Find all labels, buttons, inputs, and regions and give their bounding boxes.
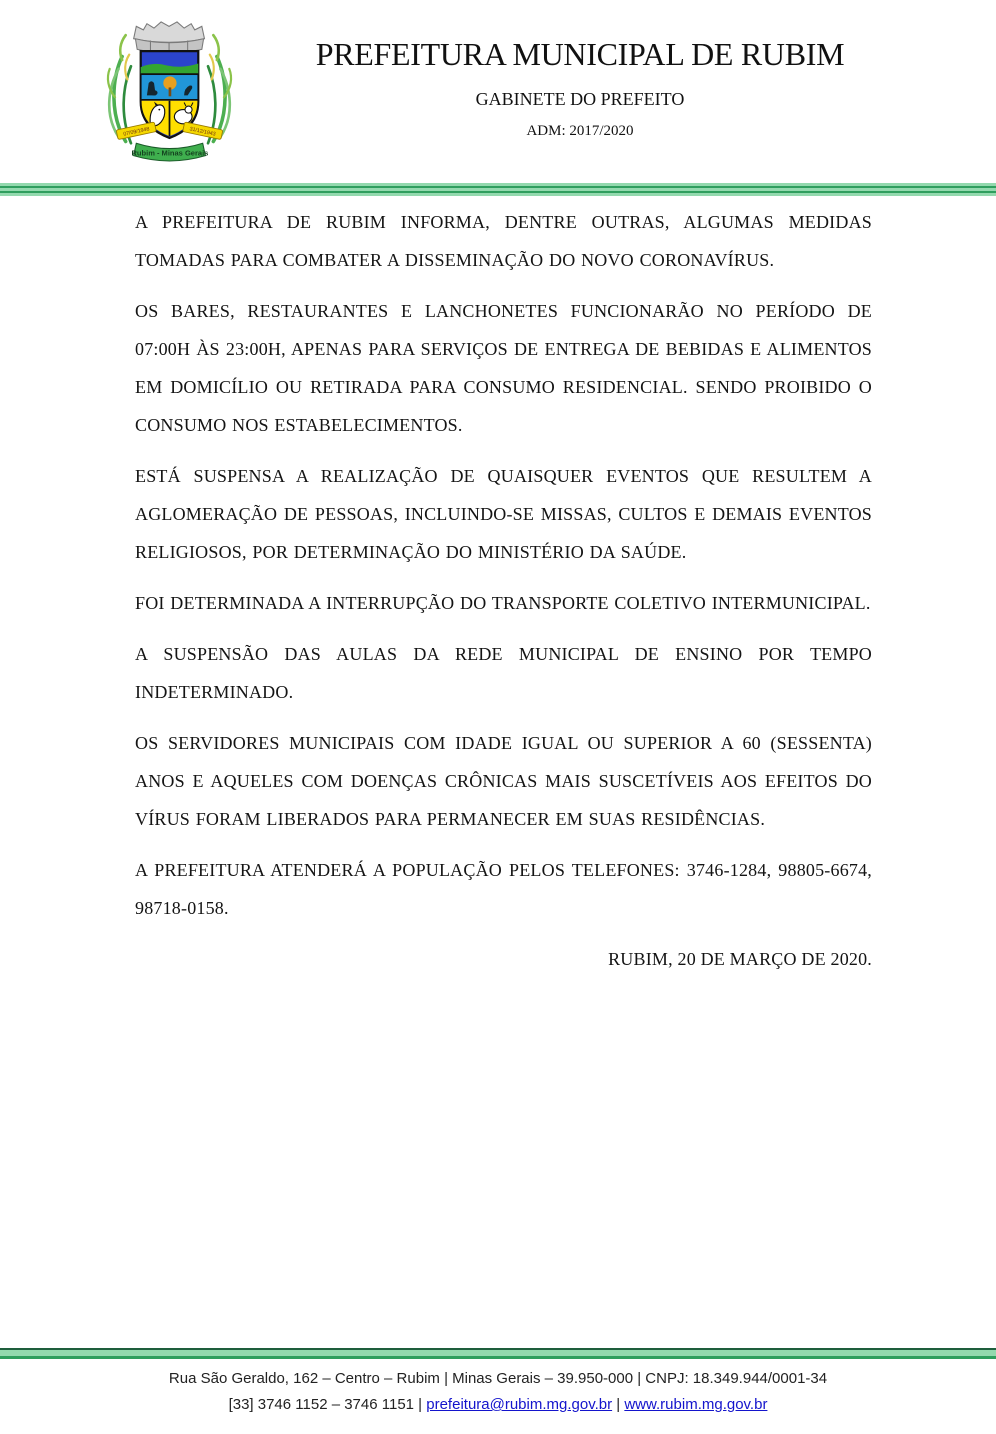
footer-email-link[interactable]: prefeitura@rubim.mg.gov.br	[426, 1396, 613, 1413]
page-title: PREFEITURA MUNICIPAL DE RUBIM	[315, 36, 845, 72]
footer-website-link[interactable]: www.rubim.mg.gov.br	[624, 1396, 768, 1413]
paragraph-transport: FOI DETERMINADA A INTERRUPÇÃO DO TRANSPORTE COLETIVO INTERMUNICIPAL.	[135, 593, 871, 613]
ribbon-right-date: 31/12/1943	[188, 126, 217, 138]
paragraph-bars-restaurants: OS BARES, RESTAURANTES E LANCHONETES FUNCIONARÃO NO PERÍODO DE 07:00H ÀS 23:00H, APENAS PARA SERVIÇOS DE ENTREGA DE BEBIDAS E ALIMENTOS EM DOMICÍLIO OU RETIRADA PARA CONSUMO RESIDENCIAL. SENDO PROIBIDO O CONSUMO NOS ESTABELECIMENTOS.	[135, 301, 872, 435]
footer-separator: |	[612, 1396, 625, 1413]
department-subtitle: GABINETE DO PREFEITO	[475, 89, 685, 109]
letterhead	[165, 36, 995, 140]
footer-phones: [33] 3746 1152 – 3746 1151 |	[228, 1396, 427, 1413]
footer	[0, 1366, 996, 1418]
paragraph-schools: A SUSPENSÃO DAS AULAS DA REDE MUNICIPAL DE ENSINO POR TEMPO INDETERMINADO.	[135, 644, 872, 702]
paragraph-intro: A PREFEITURA DE RUBIM INFORMA, DENTRE OUTRAS, ALGUMAS MEDIDAS TOMADAS PARA COMBATER A DISSEMINAÇÃO DO NOVO CORONAVÍRUS.	[135, 212, 872, 270]
header-divider-rule	[0, 183, 996, 196]
logo-banner-text: Rubim - Minas Gerais	[131, 148, 209, 158]
document-body	[135, 203, 872, 978]
logo-banner	[132, 143, 209, 161]
administration-term: ADM: 2017/2020	[526, 123, 634, 139]
ribbon-left-date: 07/09/1948	[122, 126, 151, 138]
footer-contact-line	[0, 1392, 996, 1418]
ribbon-left	[116, 122, 156, 140]
paragraph-events-suspended: ESTÁ SUSPENSA A REALIZAÇÃO DE QUAISQUER EVENTOS QUE RESULTEM A AGLOMERAÇÃO DE PESSOAS, INCLUINDO-SE MISSAS, CULTOS E DEMAIS EVENTOS RELIGIOSOS, POR DETERMINAÇÃO DO MINISTÉRIO DA SAÚDE.	[135, 466, 872, 562]
logo-vegetation-left	[108, 35, 131, 143]
footer-divider-rule	[0, 1348, 996, 1359]
dateline: RUBIM, 20 DE MARÇO DE 2020.	[608, 949, 872, 969]
paragraph-servants: OS SERVIDORES MUNICIPAIS COM IDADE IGUAL OU SUPERIOR A 60 (SESSENTA) ANOS E AQUELES COM DOENÇAS CRÔNICAS MAIS SUSCETÍVEIS AOS EFEITOS DO VÍRUS FORAM LIBERADOS PARA PERMANECER EM SUAS RESIDÊNCIAS.	[135, 733, 872, 829]
footer-address-line: Rua São Geraldo, 162 – Centro – Rubim | Minas Gerais – 39.950-000 | CNPJ: 18.349.944/0001-34	[168, 1370, 828, 1387]
paragraph-phones: A PREFEITURA ATENDERÁ A POPULAÇÃO PELOS TELEFONES: 3746-1284, 98805-6674, 98718-0158.	[135, 860, 872, 918]
